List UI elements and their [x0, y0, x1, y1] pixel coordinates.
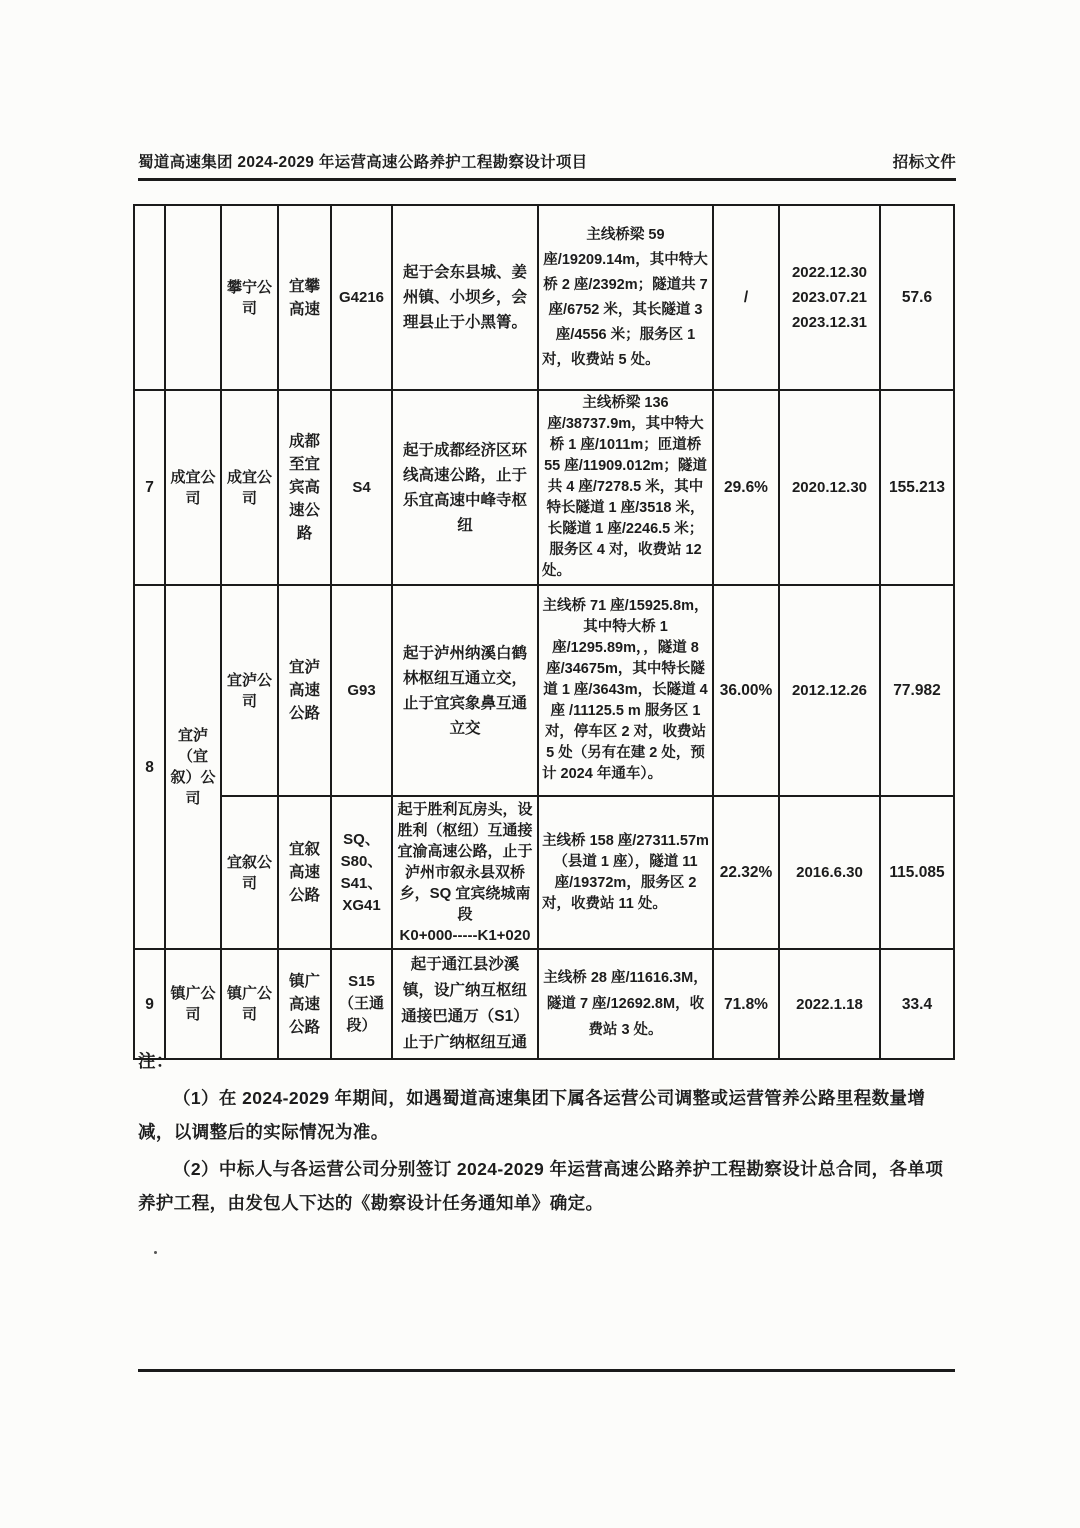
cell-route-description: 起于会东县城、姜州镇、小坝乡，会理县止于小黑箐。 [392, 205, 538, 390]
table-row-zhenguang [134, 949, 954, 1059]
cell-operating-company: 镇广公司 [221, 949, 278, 1059]
note-item-2: （2）中标人与各运营公司分别签订 2024-2029 年运营高速公路养护工程勘察设计总合同，各单项养护工程，由发包人下达的《勘察设计任务通知单》确定。 [138, 1159, 944, 1213]
notes-label: 注： [138, 1051, 174, 1071]
cell-route-description [392, 796, 538, 949]
maintenance-scope-table [133, 204, 955, 1060]
cell-group-company: 宜泸（宜叙）公司 [165, 585, 221, 949]
table-row-yilu [134, 585, 954, 796]
cell-mileage: 77.982 [880, 585, 954, 796]
cell-group-company [165, 205, 221, 390]
scan-artifact-dot [154, 1251, 157, 1254]
cell-road-name: 宜叙高速公路 [278, 796, 331, 949]
cell-bridge-tunnel-ratio: 22.32% [713, 796, 779, 949]
cell-opening-dates [779, 205, 880, 390]
page-header [138, 150, 956, 181]
cell-group-company: 成宜公司 [165, 390, 221, 585]
cell-opening-dates: 2016.6.30 [779, 796, 880, 949]
cell-seq-no: 9 [134, 949, 165, 1059]
cell-road-name: 宜泸高速公路 [278, 585, 331, 796]
cell-mileage: 33.4 [880, 949, 954, 1059]
notes-section [138, 1044, 952, 1220]
cell-group-company: 镇广公司 [165, 949, 221, 1059]
cell-opening-dates: 2020.12.30 [779, 390, 880, 585]
cell-route-code: S4 [331, 390, 392, 585]
table-row-chengyi [134, 390, 954, 585]
cell-route-description: 起于通江县沙溪镇，设广纳互枢纽通接巴通万（S1）止于广纳枢纽互通 [392, 949, 538, 1059]
footer-rule [138, 1369, 955, 1372]
cell-bridge-tunnel-ratio: 29.6% [713, 390, 779, 585]
cell-structures-detail: 主线桥 158 座/27311.57m（县道 1 座），隧道 11 座/19372m，服务区 2 对，收费站 11 处。 [538, 796, 713, 949]
cell-seq-no: 7 [134, 390, 165, 585]
cell-route-code: SQ、S80、S41、XG41 [331, 796, 392, 949]
cell-route-code: S15（王通段） [331, 949, 392, 1059]
cell-road-name: 成都至宜宾高速公路 [278, 390, 331, 585]
table-row-panning [134, 205, 954, 390]
cell-route-description: 起于成都经济区环线高速公路，止于乐宜高速中峰寺枢纽 [392, 390, 538, 585]
opening-date-line: 2022.12.30 [791, 264, 868, 281]
cell-bridge-tunnel-ratio: / [713, 205, 779, 390]
cell-opening-dates: 2012.12.26 [779, 585, 880, 796]
opening-date-line: 2023.07.21 [791, 289, 868, 306]
cell-route-code: G93 [331, 585, 392, 796]
cell-operating-company: 成宜公司 [221, 390, 278, 585]
cell-structures-detail: 主线桥 28 座/11616.3M，隧道 7 座/12692.8M，收费站 3 处。 [538, 949, 713, 1059]
header-project-title: 蜀道高速集团 2024-2029 年运营高速公路养护工程勘察设计项目 [138, 154, 588, 171]
header-doc-type: 招标文件 [892, 154, 956, 171]
cell-structures-detail: 主线桥 71 座/15925.8m，其中特大桥 1 座/1295.89m，，隧道 8 座/34675m，其中特长隧道 1 座/3643m，长隧道 4 座 /11125.5 m 服务区 1 对，停车区 2 对，收费站 5 处（另有在建 2 处，预计 2024 年通车）。 [538, 585, 713, 796]
cell-operating-company: 宜泸公司 [221, 585, 278, 796]
cell-road-name: 镇广高速公路 [278, 949, 331, 1059]
cell-route-code: G4216 [331, 205, 392, 390]
cell-mileage: 57.6 [880, 205, 954, 390]
cell-opening-dates: 2022.1.18 [779, 949, 880, 1059]
cell-operating-company: 攀宁公司 [221, 205, 278, 390]
cell-bridge-tunnel-ratio: 36.00% [713, 585, 779, 796]
route-description-text: 起于胜利瓦房头，设胜利（枢纽）互通接宜渝高速公路，止于泸州市叙永县双桥乡，SQ 宜宾绕城南段 [397, 801, 533, 923]
cell-bridge-tunnel-ratio: 71.8% [713, 949, 779, 1059]
cell-seq-no [134, 205, 165, 390]
opening-date-line: 2023.12.31 [791, 314, 868, 331]
cell-route-description: 起于泸州纳溪白鹤林枢纽互通立交，止于宜宾象鼻互通立交 [392, 585, 538, 796]
cell-road-name: 宜攀高速 [278, 205, 331, 390]
cell-operating-company: 宜叙公司 [221, 796, 278, 949]
note-item-1: （1）在 2024-2029 年期间，如遇蜀道高速集团下属各运营公司调整或运营管养公路里程数量增减，以调整后的实际情况为准。 [138, 1088, 926, 1142]
cell-mileage: 155.213 [880, 390, 954, 585]
table-row-yixu [134, 796, 954, 949]
route-chainage: K0+000-----K1+020 [399, 927, 531, 944]
cell-structures-detail: 主线桥梁 136 座/38737.9m，其中特大桥 1 座/1011m；匝道桥 55 座/11909.012m；隧道共 4 座/7278.5 米，其中特长隧道 1 座/3518 米，长隧道 1 座/2246.5 米；服务区 4 对，收费站 12 处。 [538, 390, 713, 585]
cell-seq-no: 8 [134, 585, 165, 949]
cell-structures-detail: 主线桥梁 59 座/19209.14m，其中特大桥 2 座/2392m；隧道共 7 座/6752 米，其长隧道 3 座/4556 米；服务区 1 对，收费站 5 处。 [538, 205, 713, 390]
cell-mileage: 115.085 [880, 796, 954, 949]
